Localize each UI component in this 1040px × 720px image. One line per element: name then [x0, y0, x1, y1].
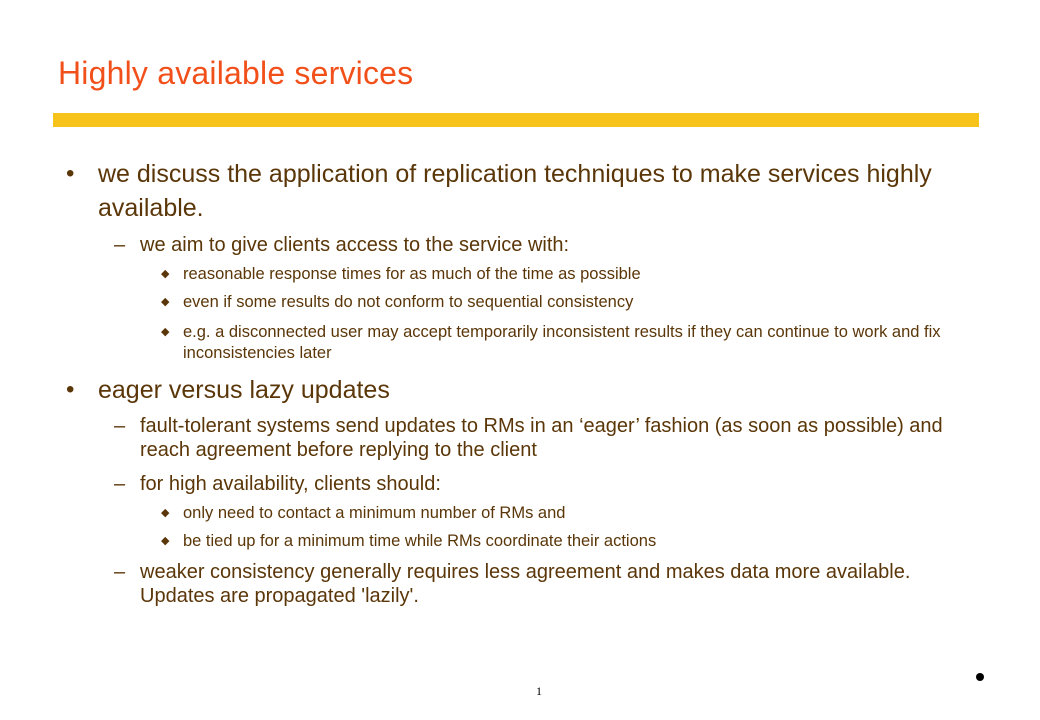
diamond-marker: ◆	[161, 535, 170, 547]
item-text: be tied up for a minimum time while RMs coordinate their actions	[183, 532, 657, 550]
bullet-marker: •	[66, 376, 75, 403]
item-response-times	[161, 264, 963, 285]
bullet-text: eager versus lazy updates	[98, 376, 390, 404]
item-minimum-rms	[161, 503, 963, 524]
subbullet-weaker-consistency	[114, 560, 980, 608]
item-minimum-time	[161, 531, 963, 552]
diamond-marker: ◆	[161, 268, 170, 280]
item-disconnected-user	[161, 322, 963, 364]
item-sequential-consistency	[161, 292, 963, 313]
subbullet-text: weaker consistency generally requires less agreement and makes data more available. Updates are propagated 'lazily'.	[140, 561, 911, 607]
subbullet-aim	[114, 233, 980, 257]
title-rule	[53, 113, 979, 127]
dash-marker: –	[114, 415, 126, 437]
bullet-marker: •	[66, 160, 75, 187]
page-number: 1	[536, 684, 542, 698]
diamond-marker: ◆	[161, 326, 170, 338]
dash-marker: –	[114, 473, 126, 495]
item-text: e.g. a disconnected user may accept temporarily inconsistent results if they can continue to work and fix inconsistencies later	[183, 323, 941, 362]
corner-dot	[976, 673, 984, 681]
bullet-replication	[66, 157, 978, 225]
dash-marker: –	[114, 234, 126, 256]
bullet-eager-lazy	[66, 373, 978, 407]
diamond-marker: ◆	[161, 507, 170, 519]
slide-title: Highly available services	[58, 55, 414, 91]
subbullet-high-availability	[114, 472, 980, 496]
bullet-text: we discuss the application of replication techniques to make services highly available.	[98, 160, 932, 222]
subbullet-text: fault-tolerant systems send updates to RMs in an ‘eager’ fashion (as soon as possible) and reach agreement before replying to the client	[140, 415, 943, 461]
item-text: only need to contact a minimum number of RMs and	[183, 504, 566, 522]
item-text: reasonable response times for as much of the time as possible	[183, 265, 641, 283]
subbullet-text: we aim to give clients access to the service with:	[140, 234, 570, 256]
item-text: even if some results do not conform to sequential consistency	[183, 293, 634, 311]
subbullet-fault-tolerant	[114, 414, 980, 462]
subbullet-text: for high availability, clients should:	[140, 473, 441, 495]
diamond-marker: ◆	[161, 296, 170, 308]
dash-marker: –	[114, 561, 126, 583]
